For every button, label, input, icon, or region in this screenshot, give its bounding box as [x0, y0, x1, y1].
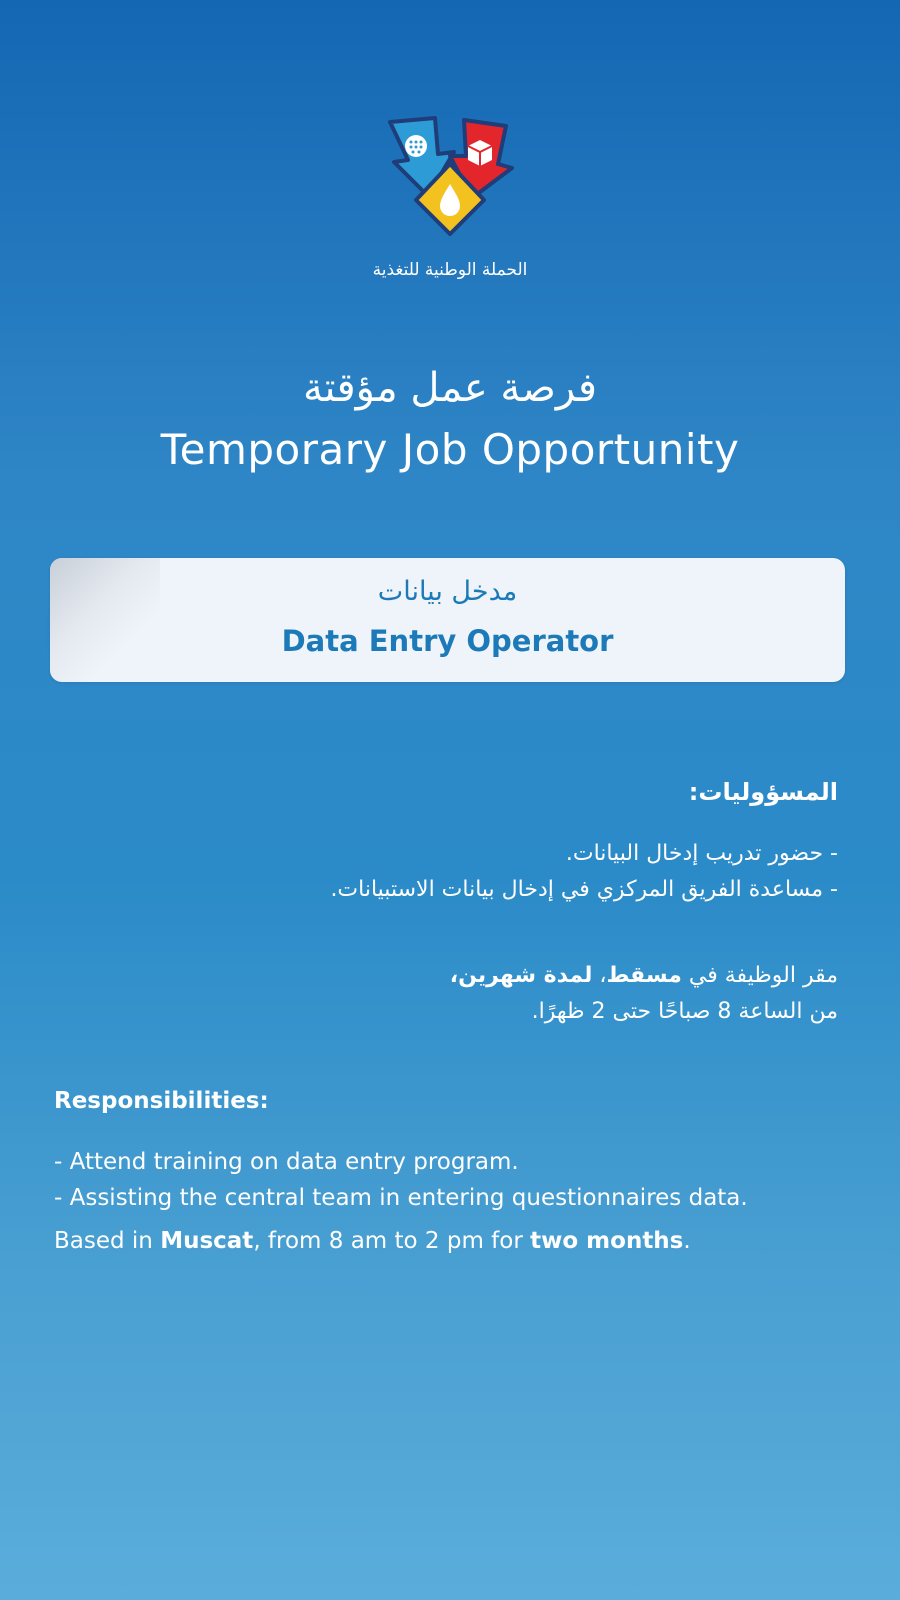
- location-hours: , from 8 am to 2 pm for: [253, 1228, 531, 1254]
- nutrition-campaign-logo-icon: [380, 112, 520, 242]
- location-duration: two months: [530, 1228, 684, 1254]
- page-title-arabic: فرصة عمل مؤقتة: [302, 365, 598, 411]
- location-prefix: مقر الوظيفة في: [681, 963, 838, 988]
- page-title-english: Temporary Job Opportunity: [160, 425, 740, 474]
- location-city: Muscat: [160, 1228, 254, 1254]
- job-location-english: [54, 1228, 854, 1254]
- responsibilities-list-arabic: [58, 836, 838, 908]
- location-separator: ،: [592, 963, 607, 988]
- responsibilities-heading-english: Responsibilities:: [54, 1088, 269, 1114]
- location-comma: ،: [449, 963, 459, 988]
- organization-name: الحملة الوطنية للتغذية: [372, 260, 528, 280]
- working-hours-arabic: من الساعة 8 صباحًا حتى 2 ظهرًا.: [531, 999, 838, 1024]
- job-location-arabic: [58, 958, 838, 1030]
- location-city: مسقط: [606, 963, 682, 988]
- job-role-arabic: مدخل بيانات: [377, 576, 518, 607]
- location-end: .: [683, 1228, 691, 1254]
- list-item: - مساعدة الفريق المركزي في إدخال بيانات الاستبيانات.: [330, 877, 838, 902]
- list-item: - حضور تدريب إدخال البيانات.: [565, 841, 838, 866]
- location-duration: لمدة شهرين: [458, 963, 593, 988]
- job-role-english: Data Entry Operator: [281, 624, 614, 658]
- responsibilities-heading-arabic: المسؤوليات:: [688, 778, 838, 806]
- responsibilities-list-english: [54, 1144, 854, 1216]
- job-role-card: [50, 558, 845, 682]
- location-prefix: Based in: [54, 1228, 161, 1254]
- logo: [0, 112, 900, 280]
- list-item: - Attend training on data entry program.: [54, 1149, 519, 1175]
- list-item: - Assisting the central team in entering questionnaires data.: [54, 1185, 748, 1211]
- location-line-arabic: [58, 958, 838, 994]
